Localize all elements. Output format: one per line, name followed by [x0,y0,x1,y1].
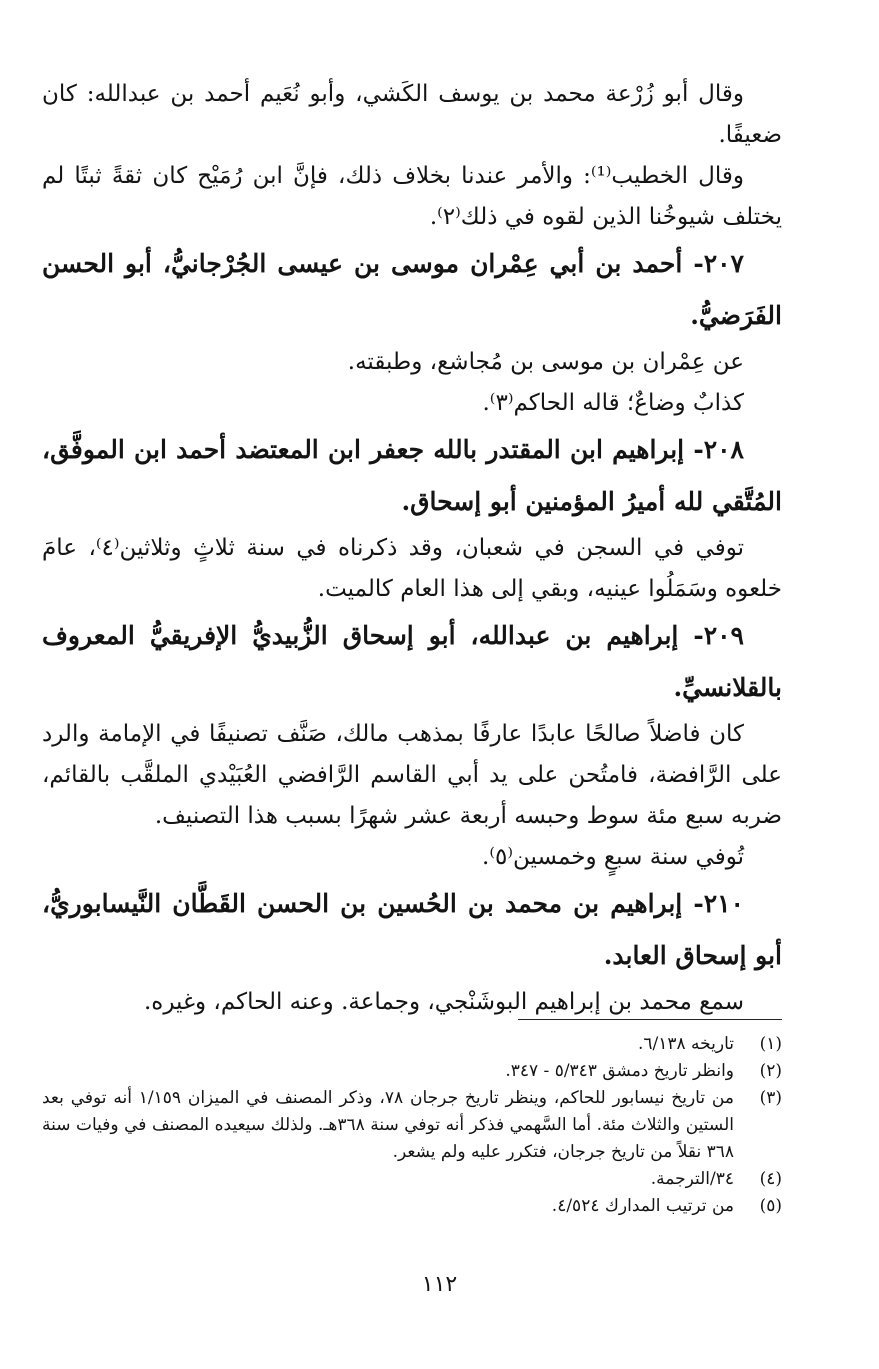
footnote-number: (٣) [759,1088,782,1108]
footnote-number: (٥) [759,1196,782,1216]
footnote-item [42,1193,782,1220]
paragraph: تُوفي سنة سبعٍ وخمسين⁽٥⁾. [482,844,744,870]
paragraph: كذابٌ وضاعٌ؛ قاله الحاكم⁽٣⁾. [482,390,744,416]
footnote-text: من تاريخ نيسابور للحاكم، وينظر تاريخ جرجان ٧٨، وذكر المصنف في الميزان ١/١٥٩ أنه توفي بعد الستين والثلاث مئة. أما السَّهمي فذكر أنه توفي سنة ٣٦٨هـ. ولذلك سيعيده المصنف في وفيات سنة ٣٦٨ نقلاً من تاريخ جرجان، فتكرر عليه ولم يشعر. [42,1088,734,1162]
page-body [42,74,782,1023]
footnote-number: (١) [759,1034,782,1054]
footnote-text: تاريخه ٦/١٣٨. [637,1034,734,1054]
paragraph: وقال أبو زُرْعة محمد بن يوسف الكَشي، وأبو نُعَيم أحمد بن عبدالله: كان ضعيفًا. [42,81,782,148]
footnote-number: (٤) [759,1169,782,1189]
footnote-text: من ترتيب المدارك ٤/٥٢٤. [551,1196,734,1216]
footnote-number: (٢) [759,1061,782,1081]
paragraph: توفي في السجن في شعبان، وقد ذكرناه في سنة ثلاثٍ وثلاثين⁽٤⁾، عامَ خلعوه وسَمَلُوا عينيه، وبقي إلى هذا العام كالميت. [42,535,782,602]
footnote-item [42,1058,782,1085]
paragraph: كان فاضلاً صالحًا عابدًا عارفًا بمذهب مالك، صَنَّف تصنيفًا في الإمامة والرد على الرَّافضة، فامتُحن على يد أبي القاسم الرَّافضي العُبَيْدي الملقَّب بالقائم، ضربه سبع مئة سوط وحبسه أربعة عشر شهرًا بسبب هذا التصنيف. [42,721,782,829]
entry-heading-210: ٢١٠- إبراهيم بن محمد بن الحُسين بن الحسن القَطَّان النَّيسابوريُّ، أبو إسحاق العابد. [42,889,782,970]
footnote-item [42,1031,782,1058]
footnote-text: وانظر تاريخ دمشق ٥/٣٤٣ - ٣٤٧. [505,1061,734,1081]
footnote-item [42,1166,782,1193]
paragraph: عن عِمْران بن موسى بن مُجاشع، وطبقته. [347,349,744,375]
footnote-divider [518,1019,782,1020]
footnote-text: ٣٤/الترجمة. [650,1169,734,1189]
paragraph: سمع محمد بن إبراهيم البوشَنْجي، وجماعة. وعنه الحاكم، وغيره. [143,989,744,1015]
footnote-item [42,1085,782,1166]
entry-heading-208: ٢٠٨- إبراهيم ابن المقتدر بالله جعفر ابن المعتضد أحمد ابن الموفَّق، المُتَّقي لله أميرُ المؤمنين أبو إسحاق. [42,435,782,516]
entry-heading-207: ٢٠٧- أحمد بن أبي عِمْران موسى بن عيسى الجُرْجانيُّ، أبو الحسن الفَرَضيُّ. [42,249,782,330]
paragraph: وقال الخطيب⁽¹⁾: والأمر عندنا بخلاف ذلك، فإنَّ ابن رُمَيْح كان ثقةً ثبتًا لم يختلف شيوخُنا الذين لقوه في ذلك⁽٢⁾. [42,163,782,230]
page-number: ١١٢ [421,1272,458,1297]
footnotes [42,1031,782,1220]
entry-heading-209: ٢٠٩- إبراهيم بن عبدالله، أبو إسحاق الزُّبيديُّ الإفريقيُّ المعروف بالقلانسيِّ. [42,621,782,702]
